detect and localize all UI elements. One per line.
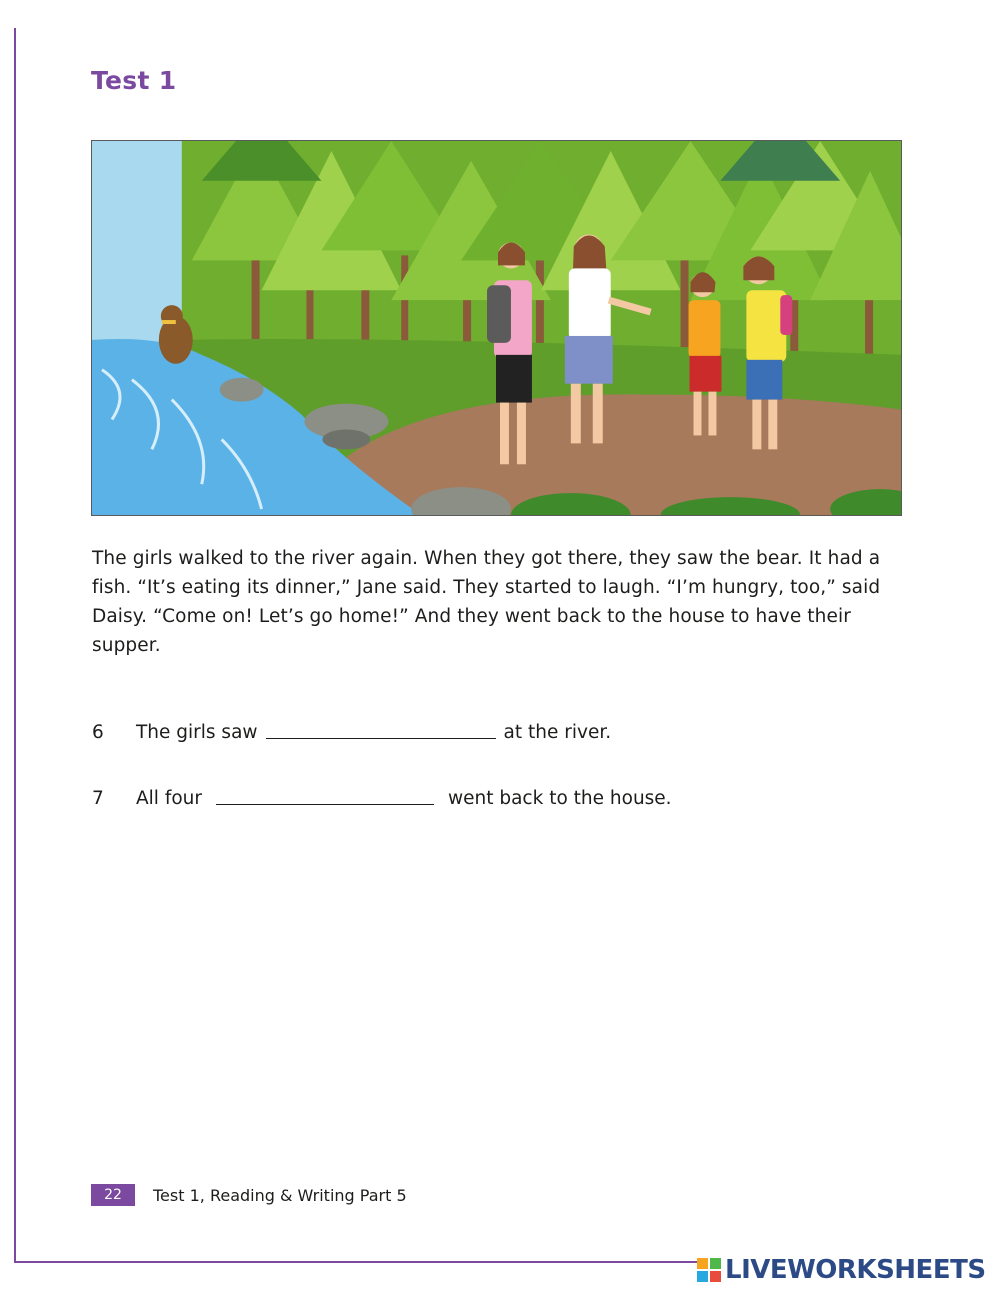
page-border-left — [14, 28, 16, 1262]
answer-input-6[interactable] — [266, 714, 496, 739]
question-text-before: All four — [136, 788, 202, 809]
liveworksheets-logo — [697, 1255, 986, 1285]
question-6 — [92, 713, 611, 743]
river-forest-scene — [92, 141, 901, 515]
page-border-bottom — [14, 1261, 700, 1263]
story-illustration — [91, 140, 902, 516]
page-footer — [91, 1184, 407, 1206]
footer-section-label: Test 1, Reading & Writing Part 5 — [153, 1185, 407, 1205]
liveworksheets-icon — [697, 1258, 721, 1282]
story-paragraph: The girls walked to the river again. When they got there, they saw the bear. It had a fish. “It’s eating its dinner,” Jane said. They started to laugh. “I’m hungry, too,” said Daisy. “Come on! Let’s go home!” And they went back to the house to have their supper. — [92, 548, 881, 656]
question-number: 7 — [92, 788, 104, 809]
page-number-badge: 22 — [91, 1184, 135, 1206]
answer-input-7[interactable] — [216, 780, 434, 805]
question-number: 6 — [92, 722, 104, 743]
liveworksheets-wordmark: LIVEWORKSHEETS — [725, 1255, 986, 1285]
page-title: Test 1 — [91, 66, 177, 95]
question-text-after: went back to the house. — [447, 788, 672, 809]
question-text-before: The girls saw — [136, 722, 258, 743]
question-7 — [92, 779, 672, 809]
question-text-after: at the river. — [503, 722, 612, 743]
